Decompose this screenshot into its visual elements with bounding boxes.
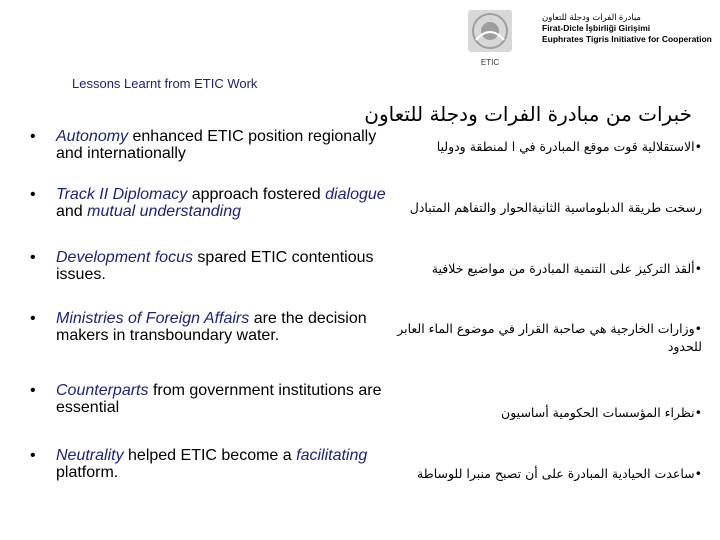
emphasis-term: Counterparts (56, 382, 149, 399)
logo-english-name: Euphrates Tigris Initiative for Cooperation (542, 34, 712, 44)
emphasis-term: Track II Diplomacy (56, 186, 188, 203)
emphasis-term: dialogue (325, 186, 386, 203)
point-text-run: approach fostered (187, 186, 326, 203)
point-text-run: are the decision makers in transboundary water. (56, 310, 367, 344)
point-text-run: platform. (56, 464, 119, 481)
english-point-text (56, 186, 386, 220)
slide-heading: Lessons Learnt from ETIC Work (72, 76, 258, 91)
english-point-text (56, 128, 386, 162)
emphasis-term: facilitating (296, 447, 368, 464)
bullet-marker: • (30, 310, 36, 327)
point-text-run: enhanced ETIC position regionally and internationally (56, 128, 377, 162)
emphasis-term: Development focus (56, 249, 193, 266)
arabic-point: •ساعدت الحيادية المبادرة على أن تصبح منبرا للوساطة (417, 466, 702, 481)
english-point-text (56, 447, 386, 481)
logo-text (542, 12, 714, 45)
english-point-text (56, 249, 386, 283)
arabic-point: •الاستقلالية قوت موقع المبادرة في ا لمنطقة ودوليا (436, 139, 702, 154)
point-text-run: from government institutions are essential (56, 382, 382, 416)
arabic-point: •نظراء المؤسسات الحكومية أساسيون (501, 405, 702, 420)
arabic-point: رسخت طريقة الدبلوماسية الثانيةالحوار والتفاهم المتبادل (409, 200, 702, 215)
emphasis-term: mutual understanding (87, 203, 242, 220)
english-point-text (56, 382, 386, 416)
arabic-title: خبرات من مبادرة الفرات ودجلة للتعاون (364, 102, 692, 126)
emphasis-term: Autonomy (56, 128, 129, 145)
bullet-marker: • (30, 447, 36, 464)
bullet-marker: • (30, 249, 36, 266)
logo-mark-label: ETIC (480, 58, 500, 67)
point-text-run: spared ETIC contentious issues. (56, 249, 374, 283)
logo-block (462, 8, 714, 68)
bullet-marker: • (30, 186, 36, 203)
emphasis-term: Neutrality (56, 447, 124, 464)
bullet-marker: • (30, 382, 36, 399)
arabic-point: •ألقذ التركيز على التنمية المبادرة من مواضيع خلافية (431, 261, 702, 276)
etic-logo-icon (462, 10, 520, 68)
logo-arabic-name: مبادرة الفرات ودجلة للتعاون (542, 12, 641, 22)
logo-turkish-name: Firat-Dicle İşbirliği Girişimi (542, 23, 651, 33)
emphasis-term: Ministries of Foreign Affairs (56, 310, 250, 327)
english-point-text (56, 310, 386, 344)
bullet-marker: • (30, 128, 36, 145)
point-text-run: and (56, 203, 88, 220)
point-text-run: helped ETIC become a (123, 447, 297, 464)
arabic-point: •وزارات الخارجية هي صاحبة القرار في موضوع الماء العابر للحدود (397, 321, 702, 354)
